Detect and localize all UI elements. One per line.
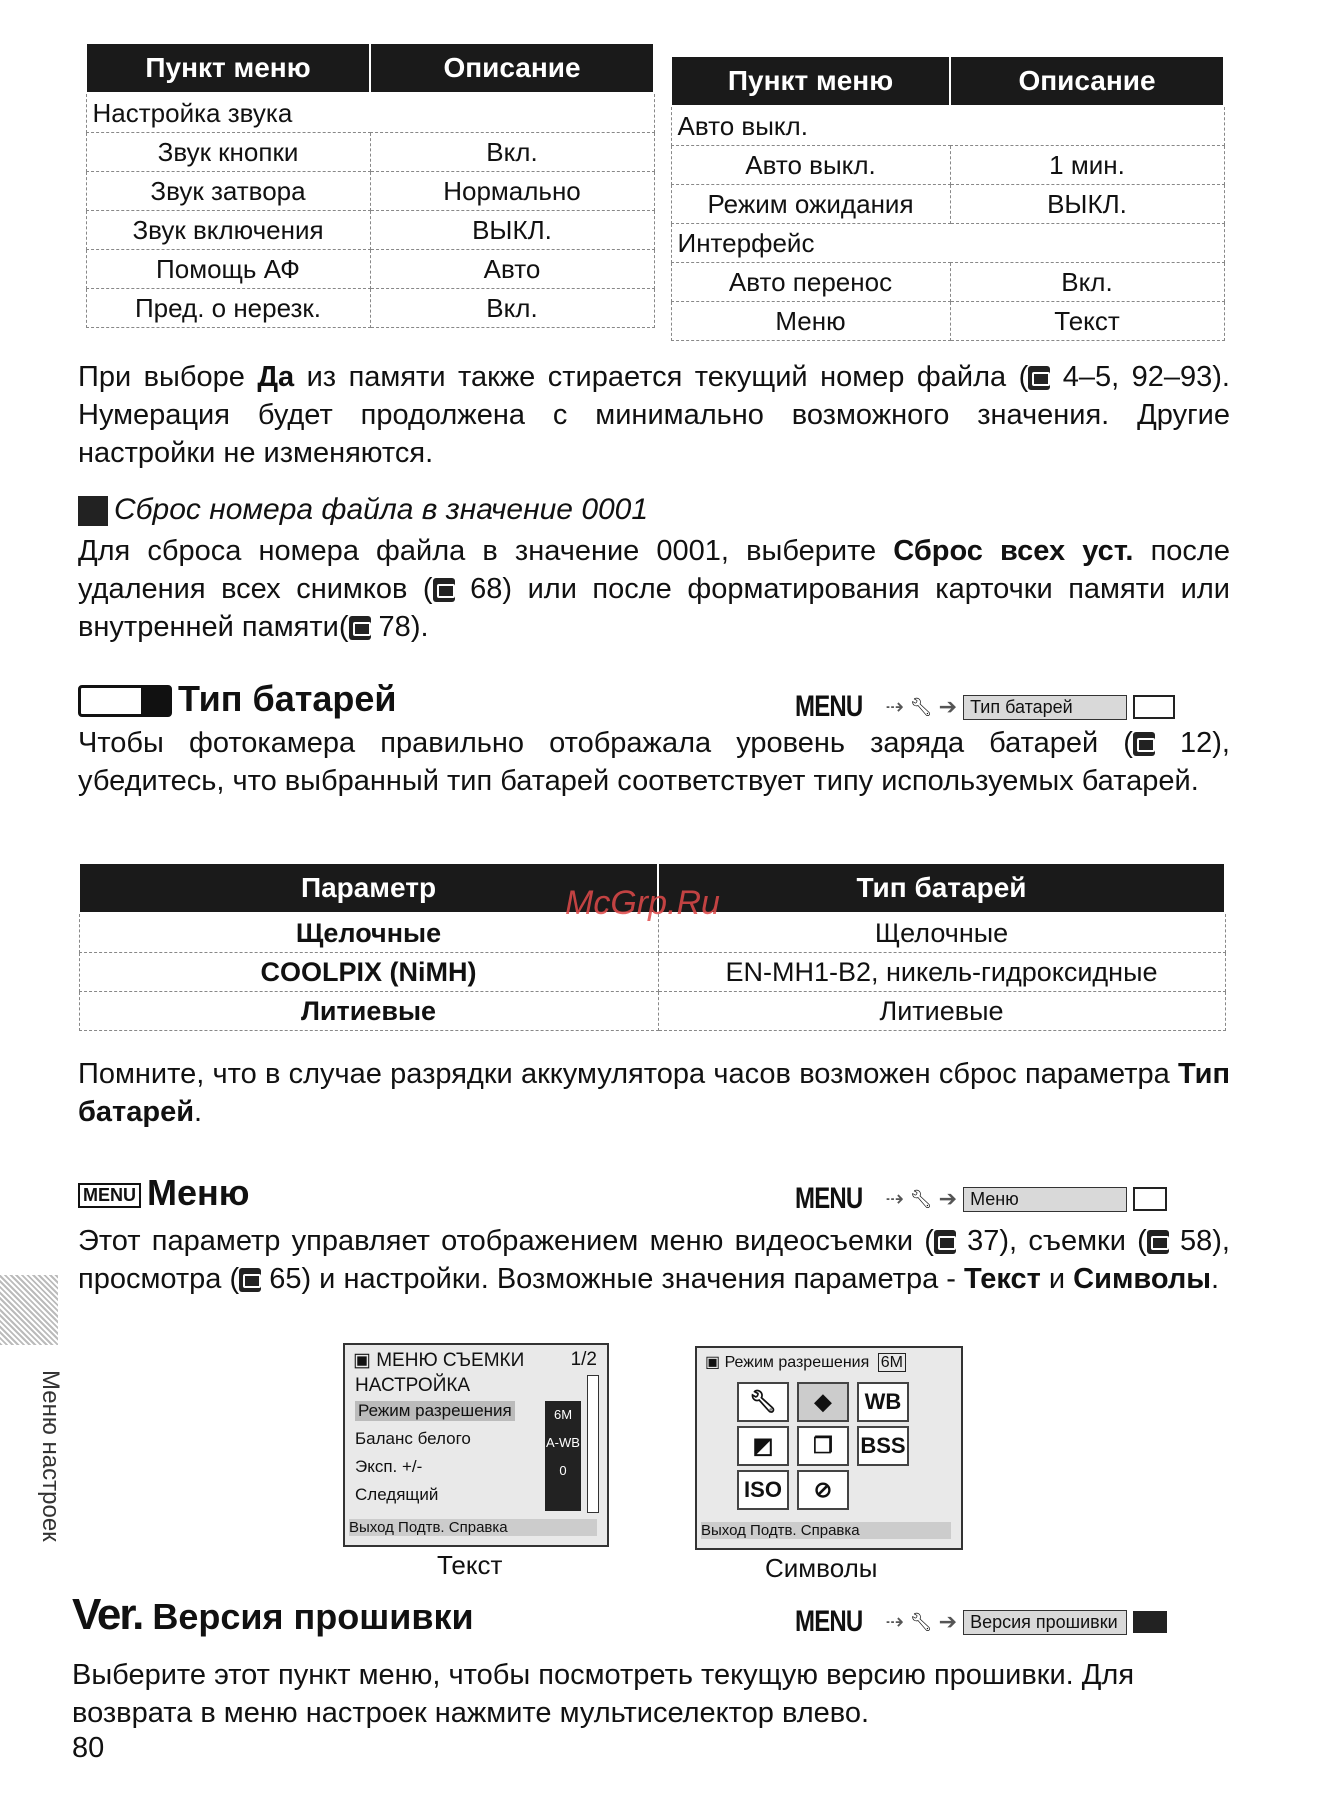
page-ref-icon [1133, 732, 1155, 756]
screen-header [353, 1349, 597, 1372]
firmware-setting-icon [1133, 1611, 1167, 1633]
table-header: Описание [370, 43, 654, 93]
note-paragraph [78, 532, 1230, 646]
white-balance-icon: WB [857, 1382, 909, 1422]
battery-paragraph [78, 724, 1230, 800]
text: и [1040, 1263, 1074, 1295]
page-ref-icon [934, 1230, 956, 1254]
page-number: 80 [72, 1732, 105, 1764]
value-column [545, 1401, 581, 1511]
menu-icon: MENU [78, 1183, 141, 1208]
text: Чтобы фотокамера правильно отображала уровень заряда батарей ( [78, 727, 1133, 759]
menu-label: MENU [795, 1182, 863, 1215]
firmware-menu-path [795, 1605, 1167, 1639]
iso-icon: ISO [737, 1470, 789, 1510]
text: 78). [370, 611, 429, 643]
menu-item-tag: Меню [963, 1187, 1127, 1212]
cell: 1 мин. [950, 146, 1224, 185]
auto-off-table [670, 55, 1225, 341]
camera-icon: ▣ [353, 1350, 377, 1371]
bold-text: Сброс всех уст. [893, 535, 1134, 567]
cell: Нормально [370, 172, 654, 211]
page-ref-icon [349, 616, 371, 640]
wrench-icon: 🔧︎ [909, 696, 933, 717]
cell: Помощь АФ [86, 250, 370, 289]
cell: Литиевые [79, 992, 658, 1031]
battery-icon [78, 685, 172, 717]
table-row [79, 992, 1225, 1031]
menu-menu-path [795, 1182, 1167, 1216]
cell: Вкл. [370, 289, 654, 328]
bss-icon: BSS [857, 1426, 909, 1466]
text: из памяти также стирается текущий номер файла ( [294, 361, 1029, 393]
watermark: McGrp.Ru [565, 884, 720, 922]
group-label: Настройка звука [86, 93, 654, 133]
table-row [86, 172, 654, 211]
arrow-icon: ➔ [938, 1609, 958, 1634]
menu-paragraph [78, 1222, 1230, 1298]
text: 12), убедитесь, что выбранный тип батарей соответствует типу используемых батарей. [78, 727, 1230, 797]
cell: Меню [671, 302, 950, 341]
battery-menu-path [795, 690, 1175, 724]
side-tab-marker [0, 1275, 58, 1345]
cell: Авто выкл. [671, 146, 950, 185]
arrow-icon: ➔ [938, 694, 958, 719]
reset-paragraph [78, 358, 1230, 472]
page-ref-icon [1028, 366, 1050, 390]
cell: Щелочные [79, 913, 658, 953]
value: 6M [553, 1407, 573, 1422]
cell: Вкл. [950, 263, 1224, 302]
cell: Звук включения [86, 211, 370, 250]
cell: Вкл. [370, 133, 654, 172]
wrench-icon: 🔧︎ [909, 1188, 933, 1209]
section-title: Версия прошивки [152, 1596, 474, 1637]
text-menu-screen [343, 1343, 609, 1547]
menu-heading [78, 1172, 250, 1214]
page-ref-icon [433, 578, 455, 602]
group-label: Авто выкл. [671, 106, 1224, 146]
text: Этот параметр управляет отображением меню видеосъемки ( [78, 1225, 934, 1257]
value: A-WB [546, 1435, 580, 1450]
table-row [79, 953, 1225, 992]
table-row [671, 302, 1224, 341]
bold-text: Символы [1073, 1263, 1212, 1295]
cell: Авто перенос [671, 263, 950, 302]
resolution-icon: ◆ [797, 1382, 849, 1422]
screen-footer: Выход Подтв. Справка [701, 1522, 951, 1539]
cell: Щелочные [658, 913, 1225, 953]
list-setting-icon [1133, 1187, 1167, 1211]
arrow-icon: ⇢ [885, 1186, 904, 1211]
battery-setting-icon [1133, 695, 1175, 719]
cell: Режим ожидания [671, 185, 950, 224]
menu-item: Баланс белого [355, 1429, 471, 1448]
icon-menu-screen [695, 1346, 963, 1550]
battery-heading [78, 678, 397, 720]
table-header: Параметр [79, 863, 658, 913]
menu-label: MENU [795, 690, 863, 723]
exposure-icon: ◩ [737, 1426, 789, 1466]
cell: Звук кнопки [86, 133, 370, 172]
firmware-heading [72, 1590, 474, 1640]
section-title: Тип батарей [178, 678, 397, 719]
text: 58), просмотра ( [78, 1225, 1230, 1295]
table-header: Тип батарей [658, 863, 1225, 913]
cell: ВЫКЛ. [370, 211, 654, 250]
menu-item: Следящий [355, 1485, 439, 1504]
color-options-icon: ⊘ [797, 1470, 849, 1510]
text: . [1211, 1263, 1220, 1295]
resolution-badge: 6M [878, 1353, 906, 1372]
cell: ВЫКЛ. [950, 185, 1224, 224]
arrow-icon: ⇢ [885, 1609, 904, 1634]
note-title-text: Сброс номера файла в значение 0001 [114, 493, 649, 526]
screen-footer: Выход Подтв. Справка [349, 1519, 597, 1536]
firmware-paragraph: Выберите этот пункт меню, чтобы посмотреть текущую версию прошивки. Для возврата в меню настроек нажмите мультиселектор влево. [72, 1659, 1135, 1729]
menu-label: MENU [795, 1605, 863, 1638]
cell: COOLPIX (NiMH) [79, 953, 658, 992]
cell: Пред. о нерезк. [86, 289, 370, 328]
menu-item-tag: Тип батарей [963, 695, 1127, 720]
table-header: Пункт меню [671, 56, 950, 106]
arrow-icon: ➔ [938, 1186, 958, 1211]
scrollbar[interactable] [587, 1375, 599, 1513]
page-ref-icon [239, 1268, 261, 1292]
cell: Текст [950, 302, 1224, 341]
page-indicator: 1/2 [570, 1349, 597, 1370]
screen-header [705, 1352, 906, 1372]
cell: EN-MH1-B2, никель-гидроксидные [658, 953, 1225, 992]
table-row [671, 146, 1224, 185]
wrench-icon: 🔧︎ [909, 1611, 933, 1632]
screen-title: Режим разрешения [724, 1354, 870, 1371]
sound-settings-table [85, 42, 655, 328]
value: 0 [559, 1463, 567, 1478]
menu-item-selected: Режим разрешения [355, 1401, 515, 1421]
section-title: Меню [147, 1172, 250, 1213]
table-row [671, 185, 1224, 224]
table-row [86, 133, 654, 172]
menu-item: НАСТРОЙКА [355, 1375, 471, 1396]
camera-icon: ▣ [705, 1354, 725, 1371]
bold-text: Да [257, 361, 295, 393]
screen-title: МЕНЮ СЪЕМКИ [376, 1350, 525, 1371]
group-label: Интерфейс [671, 224, 1224, 263]
text: 37), съемки ( [955, 1225, 1147, 1257]
cell: Звук затвора [86, 172, 370, 211]
ver-icon: Ver. [72, 1590, 143, 1639]
table-row [671, 263, 1224, 302]
text: Для сброса номера файла в значение 0001, выберите [78, 535, 894, 567]
table-header: Описание [950, 56, 1224, 106]
battery-note-paragraph [78, 1055, 1230, 1131]
text: Помните, что в случае разрядки аккумулятора часов возможен сброс параметра [78, 1058, 1179, 1090]
pencil-icon [78, 496, 108, 526]
text: 65) и настройки. Возможные значения параметра - [261, 1263, 964, 1295]
text: 68) или после форматирования карточки памяти или внутренней памяти( [78, 573, 1231, 643]
table-row [86, 211, 654, 250]
arrow-icon: ⇢ [885, 694, 904, 719]
menu-item-tag: Версия прошивки [963, 1610, 1127, 1635]
cell: Авто [370, 250, 654, 289]
bold-text: Тип батарей [78, 1058, 1230, 1128]
continuous-icon: ❐ [797, 1426, 849, 1466]
text: . [194, 1096, 203, 1128]
table-row [86, 250, 654, 289]
table-header: Пункт меню [86, 43, 370, 93]
side-tab-label: Меню настроек [37, 1370, 64, 1542]
text: после удаления всех снимков ( [78, 535, 1230, 605]
table-row [86, 289, 654, 328]
text: 4–5, 92–93). Нумерация будет продолжена с минимально возможного значения. Другие настройки не изменяются. [78, 361, 1230, 469]
page-ref-icon [1147, 1230, 1169, 1254]
cell: Литиевые [658, 992, 1225, 1031]
menu-item: Эксп. +/- [355, 1457, 423, 1476]
text-caption: Текст [437, 1550, 503, 1580]
note-title [78, 493, 648, 527]
bold-text: Текст [963, 1263, 1041, 1295]
wrench-icon: 🔧︎ [737, 1382, 789, 1422]
text: При выборе [78, 361, 258, 393]
icons-caption: Символы [765, 1553, 878, 1583]
